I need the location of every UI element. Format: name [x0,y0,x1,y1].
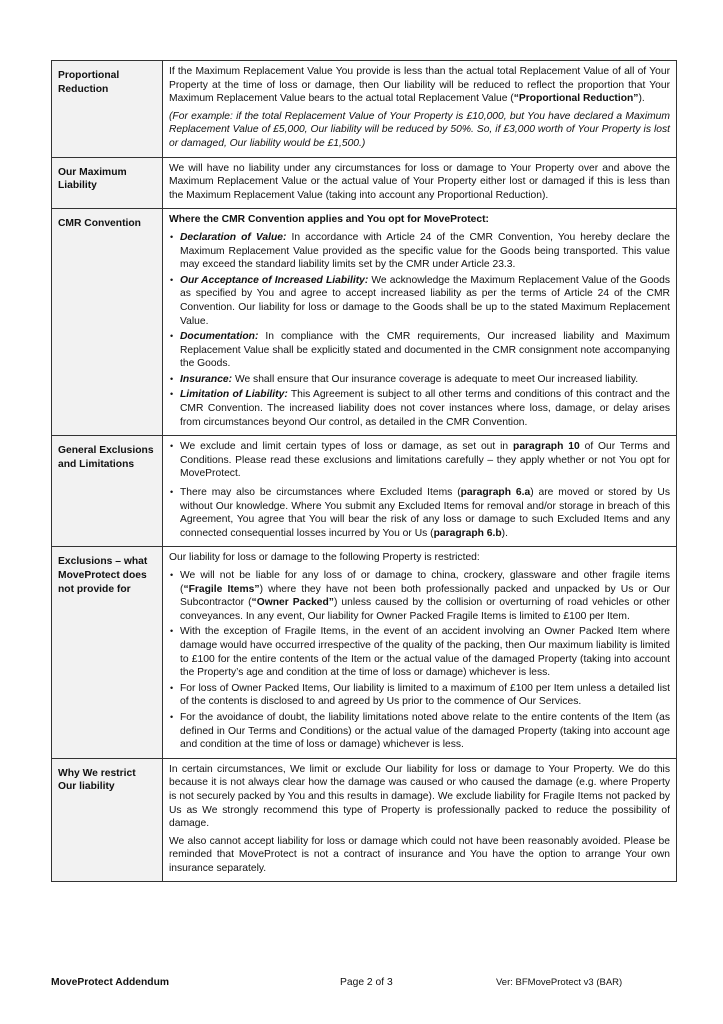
row-our-maximum-liability [52,157,677,209]
list-item [169,569,670,623]
text: ) where they have not been both professionally packed and unpacked by Us or Our Subcontractor ( [180,583,671,609]
row-label: Our Maximum Liability [52,157,163,209]
text: For loss of Owner Packed Items, Our liability is limited to a maximum of £100 per Item unless a detailed list of the contents is disclosed to and agreed by Us prior to the commence of Our Services. [180,682,670,708]
list-item [169,231,670,272]
bullet-icon: • [170,274,174,285]
text: ) are moved or stored by Us without Our knowledge. Where You submit any Excluded Items for removal and/or storage in breach of this Agreement, You agree that You will bear the risk of any loss or damage to such Excluded Items and any connected consequential losses incurred by You or Us ( [180,487,670,539]
row-content [163,758,677,882]
text: If the Maximum Replacement Value You provide is less than the actual total Replacement Value of all of Your Property at the time of loss or damage, then Our liability will be reduced to reflect the proportion that Your Maximum Replacement Value bears to the actual total Replacement Value ( [169,66,670,105]
text: For the avoidance of doubt, the liability limitations noted above relate to the entire contents of the Item (as defined in Our Terms and Conditions) or the actual value of the damaged Property (taking into account age and condition at the time of loss or damage) whichever is less. [180,711,670,751]
paragraph: We also cannot accept liability for loss or damage which could not have been reasonably avoided. Please be reminded that MoveProtect is not a contract of insurance and You have the option to arrange Your own insurance separately. [169,835,670,874]
item-text: We acknowledge the Maximum Replacement Value of the Goods as specified by You and agree to accept increased liability as per the terms of Article 24 of the CMR Convention. Our liability for loss or damage to the Goods shall be up to the stated Maximum Replacement Value. [180,274,670,327]
bullet-icon: • [170,682,174,693]
item-title: Our Acceptance of Increased Liability: [180,274,369,286]
item-title: Limitation of Liability: [180,389,288,401]
list-item [169,373,670,387]
paragraph [169,65,670,106]
bullet-icon: • [170,570,174,580]
text: We will not be liable for any loss of or damage to china, crockery, glassware and other fragile items ( [180,570,670,595]
text: of Our Terms and Conditions. Please read these exclusions and limitations carefully – they apply whether or not You opt for MoveProtect. [180,441,670,480]
bullet-icon: • [170,331,174,342]
list-item [169,330,670,371]
row-general-exclusions [52,436,677,547]
bullet-icon: • [170,373,174,384]
list-item [169,440,670,481]
paragraph: We will have no liability under any circumstances for loss or damage to Your Property over and above the Maximum Replacement Value or the actual value of Your Property either lost or damaged if this is less than the Maximum Replacement Value (taking into account any Proportional Reduction). [169,162,670,201]
item-text: We shall ensure that Our insurance coverage is adequate to meet Our increased liability. [232,373,639,385]
defined-term: “Fragile Items” [183,583,260,595]
bullet-icon: • [170,389,174,400]
list-item [169,388,670,429]
row-label: General Exclusions and Limitations [52,436,163,547]
bullet-icon: • [170,626,174,637]
item-title: Documentation: [180,331,259,343]
row-why-we-restrict [52,758,677,882]
row-proportional-reduction [52,61,677,158]
document-title: MoveProtect Addendum [51,977,170,988]
row-content [163,61,677,158]
row-exclusions-not-provided [52,547,677,758]
list-item [169,711,670,752]
row-label: CMR Convention [52,209,163,436]
list-item [169,486,670,540]
paragraph: In certain circumstances, We limit or exclude Our liability for loss or damage to Your Property. We do this because it is not always clear how the damage was caused or who caused the damage (e.g. where Property is not securely packed by You and this results in damage). We exclude liability for Fragile Items not packed by Us as We strongly recommend this type of Property is professionally packed to reduce the possibility of damage. [169,763,670,830]
row-label: Why We restrict Our liability [52,758,163,882]
defined-term: “Owner Packed” [251,597,334,609]
bullet-list [169,569,670,752]
row-content [163,209,677,436]
list-item [169,625,670,679]
bullet-icon: • [170,231,174,242]
row-content [163,436,677,547]
bullet-list [169,440,670,540]
page-number: Page 2 of 3 [340,977,393,988]
list-item [169,682,670,709]
text: There may also be circumstances where Excluded Items ( [180,487,461,499]
bullet-icon: • [170,441,174,452]
section-heading: Where the CMR Convention applies and You opt for MoveProtect: [169,214,489,226]
row-content [163,547,677,758]
example-paragraph: (For example: if the total Replacement Value of Your Property is £10,000, but You have declared a Maximum Replacement Value of £5,000, Our liability will be reduced by 50%. So, if £3,000 worth of Your Property is lost or damaged, Our liability would be £1,500.) [169,110,670,149]
moveprotect-terms-table [51,60,677,882]
text: We exclude and limit certain types of loss or damage, as set out in [180,441,514,453]
list-item [169,274,670,328]
page-footer [51,977,677,991]
paragraph-reference: paragraph 6.b [433,527,502,539]
paragraph-reference: paragraph 6.a [460,487,531,499]
item-text: This Agreement is subject to all other terms and conditions of this contract and the CMR Convention. The increased liability does not cover instances where loss, damage, or delay arises from circumstances beyond Our control, as detailed in the CMR Convention. [180,389,671,428]
text: ). [501,527,508,539]
row-cmr-convention [52,209,677,436]
item-title: Declaration of Value: [180,231,287,243]
item-title: Insurance: [180,373,233,385]
defined-term: “Proportional Reduction” [513,93,639,105]
bullet-icon: • [170,711,174,722]
text: ). [638,93,645,105]
paragraph-reference: paragraph 10 [513,441,580,453]
intro-paragraph: Our liability for loss or damage to the following Property is restricted: [169,552,480,564]
bullet-list [169,231,670,429]
row-label: Proportional Reduction [52,61,163,158]
row-label: Exclusions – what MoveProtect does not provide for [52,547,163,758]
bullet-icon: • [170,487,174,498]
row-content [163,157,677,209]
item-text: In accordance with Article 24 of the CMR Convention, You hereby declare the Maximum Replacement Value provided as the specific value for the Goods being transported. This value may exceed the standard liability limits set by the CMR under Article 23.3. [180,231,670,271]
text: With the exception of Fragile Items, in the event of an accident involving an Owner Packed Item where damage would have occurred irrespective of the quality of the packing, then Our maximum liability is limited to £100 for the entire contents of the Item or the actual value of the damaged Property (taking into account the Property’s age and condition at the time of loss or damage) whichever is less. [180,626,670,679]
item-text: In compliance with the CMR requirements, Our increased liability and Maximum Replacement Value shall be explicitly stated and documented in the CMR consignment note accompanying the Goods. [180,331,670,370]
version-label: Ver: BFMoveProtect v3 (BAR) [496,977,623,988]
text: ) unless caused by the collision or overturning of road vehicles or other conveyances. In any event, Our liability for Owner Packed Fragile Items is limited to £100 per Item. [180,597,670,622]
